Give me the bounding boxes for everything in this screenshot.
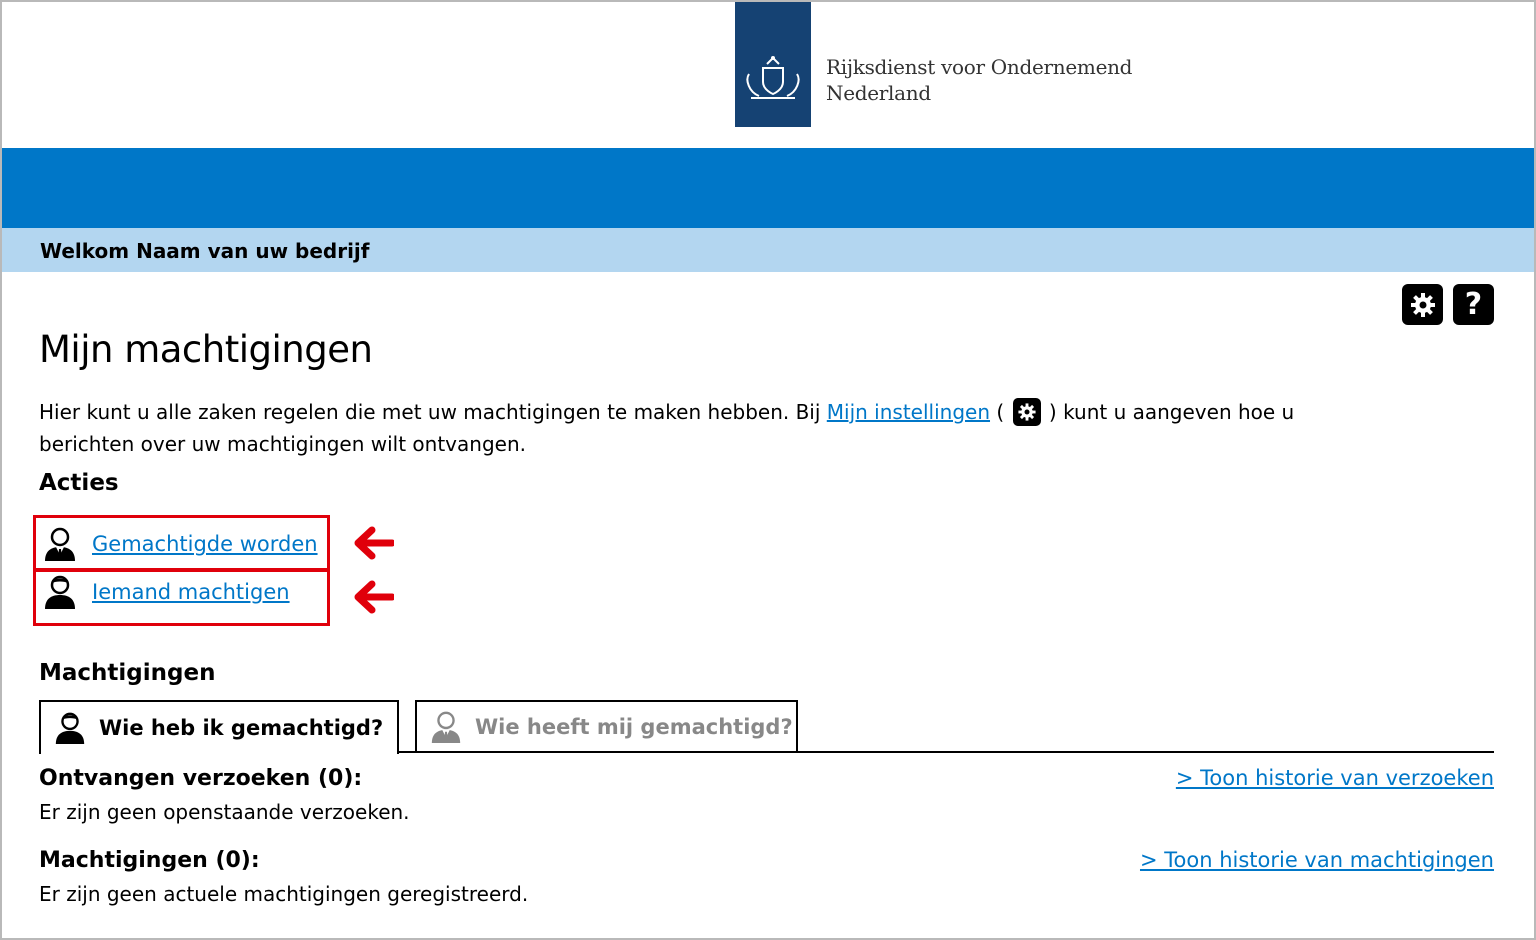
- person-suit-icon: [429, 709, 463, 745]
- org-name-line2: Nederland: [826, 81, 931, 105]
- ontvangen-verzoeken-title: Ontvangen verzoeken (0):: [39, 766, 363, 791]
- org-name: [826, 54, 1132, 106]
- tab-wie-heb-ik-gemachtigd[interactable]: [39, 700, 399, 754]
- intro-text-before: Hier kunt u alle zaken regelen die met uw machtigingen te maken hebben. Bij: [39, 400, 827, 424]
- toon-historie-verzoeken-link[interactable]: > Toon historie van verzoeken: [1175, 766, 1494, 790]
- intro-paren-open: (: [990, 400, 1011, 424]
- gemachtigde-worden-link[interactable]: Gemachtigde worden: [92, 532, 318, 556]
- settings-link[interactable]: Mijn instellingen: [826, 400, 991, 424]
- welcome-bar: [2, 228, 1534, 272]
- toon-historie-machtigingen-link[interactable]: > Toon historie van machtigingen: [1139, 848, 1494, 872]
- page-title: Mijn machtigingen: [39, 328, 373, 371]
- ontvangen-verzoeken-text: Er zijn geen openstaande verzoeken.: [39, 800, 410, 824]
- iemand-machtigen-link[interactable]: Iemand machtigen: [92, 580, 290, 604]
- acties-heading: Acties: [39, 470, 119, 496]
- logo: [735, 2, 811, 127]
- settings-button[interactable]: [1402, 284, 1443, 325]
- person-icon: [42, 574, 78, 610]
- inline-gear-icon: [1013, 398, 1041, 426]
- intro-text-after: ) kunt u aangeven hoe u berichten over uw machtigingen wilt ontvangen.: [39, 400, 1295, 456]
- arrow-left-icon: [352, 526, 394, 560]
- coat-of-arms-icon: [741, 54, 805, 106]
- help-icon: ?: [1464, 287, 1483, 322]
- header-bar: [2, 148, 1534, 228]
- tab-label: Wie heb ik gemachtigd?: [99, 716, 384, 740]
- action-gemachtigde-worden[interactable]: [42, 526, 318, 562]
- help-button[interactable]: [1453, 284, 1494, 325]
- machtigingen-heading: Machtigingen: [39, 660, 216, 686]
- org-name-line1: Rijksdienst voor Ondernemend: [826, 55, 1133, 79]
- person-icon: [53, 710, 87, 746]
- arrow-left-icon: [352, 580, 394, 614]
- person-suit-icon: [42, 526, 78, 562]
- tab-label: Wie heeft mij gemachtigd?: [475, 714, 793, 739]
- tab-wie-heeft-mij-gemachtigd[interactable]: [415, 700, 798, 753]
- machtigingen-count-title: Machtigingen (0):: [39, 848, 260, 873]
- gear-icon: [1409, 291, 1437, 319]
- intro-text: [39, 396, 1359, 460]
- action-iemand-machtigen[interactable]: [42, 574, 290, 610]
- welcome-text: Welkom Naam van uw bedrijf: [40, 239, 370, 263]
- machtigingen-count-text: Er zijn geen actuele machtigingen geregistreerd.: [39, 882, 529, 906]
